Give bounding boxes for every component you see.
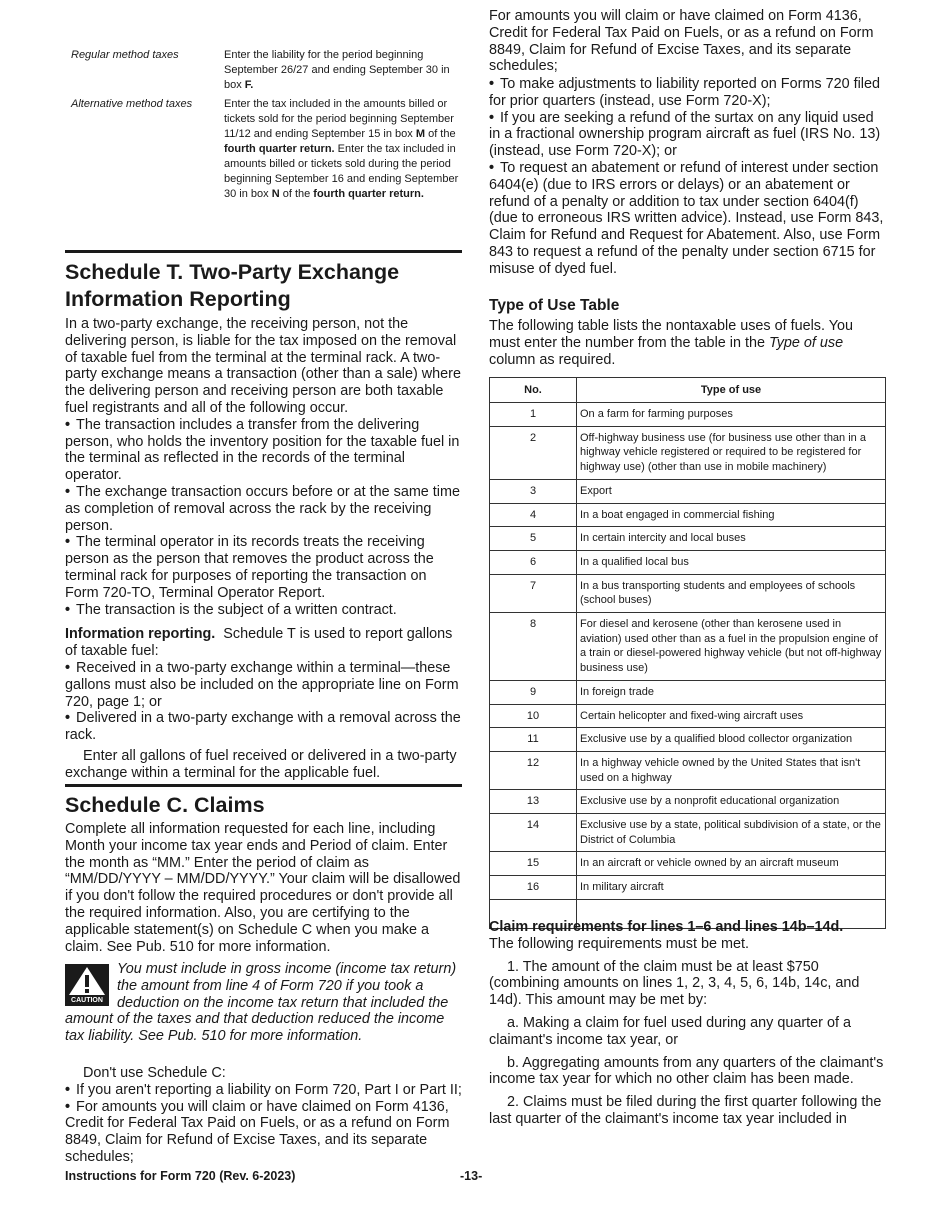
type-of-use-number: 13 (490, 790, 577, 814)
right-column-top (489, 8, 886, 369)
dont-use-text: To make adjustments to liability reported on Forms 720 filed for prior quarters (instead, use Form 720-X); (489, 76, 880, 109)
type-of-use-number: 12 (490, 751, 577, 789)
tax-period-table (65, 48, 462, 206)
type-of-use-description: In certain intercity and local buses (577, 527, 886, 551)
claim-req-1a: a. Making a claim for fuel used during any quarter of a claimant's income tax year, or (489, 1014, 851, 1048)
table-row (490, 574, 886, 612)
dont-use-text: If you are seeking a refund of the surtax on any liquid used in a fractional ownership program aircraft as fuel (IRS No. 13) (instead, use Form 720-X); or (489, 109, 881, 160)
type-of-use-number: 10 (490, 704, 577, 728)
intro-italic: Type of use (768, 335, 844, 352)
info-bullet (65, 710, 462, 744)
type-of-use-description: Exclusive use by a state, political subdivision of a state, or the District of Columbia (577, 814, 886, 852)
tax-method-instruction (224, 97, 462, 202)
condition-text: The transaction is the subject of a written contract. (76, 601, 397, 618)
dont-use-item (489, 160, 886, 278)
tax-instruction-text: Enter the tax included in the amounts billed or tickets sold for the period beginning September 11/12 and ending September 15 in box M of the fourth quarter return. Enter the tax included in amounts billed or tickets sold during the period beginning September 16 and ending September 30 in box N of the fourth quarter return. (224, 98, 459, 200)
table-row (490, 403, 886, 427)
condition-item (65, 534, 462, 601)
dont-use-continued (489, 8, 886, 76)
type-of-use-number: 15 (490, 852, 577, 876)
table-row (490, 550, 886, 574)
dont-use-item (65, 1082, 462, 1099)
type-of-use-description: On a farm for farming purposes (577, 403, 886, 427)
type-of-use-description: In a boat engaged in commercial fishing (577, 503, 886, 527)
condition-item (65, 484, 462, 534)
tax-method-label: Regular method taxes (71, 49, 179, 61)
dont-use-text: For amounts you will claim or have claimed on Form 4136, Credit for Federal Tax Paid on Fuels, or as a refund on Form 8849, Claim for Refund of Excise Taxes, and its separate schedules; (65, 1098, 450, 1165)
type-of-use-description: In foreign trade (577, 680, 886, 704)
section-rule (65, 250, 462, 253)
type-of-use-description: Exclusive use by a nonprofit educational organization (577, 790, 886, 814)
table-row (490, 814, 886, 852)
intro-text: The following table lists the nontaxable uses of fuels. You must enter the number from the table in the (489, 318, 854, 352)
table-row (490, 680, 886, 704)
type-of-use-number: 9 (490, 680, 577, 704)
type-of-use-description: In a highway vehicle owned by the United States that isn't used on a highway (577, 751, 886, 789)
type-of-use-number: 6 (490, 550, 577, 574)
footer-page-number: -13- (460, 1169, 483, 1183)
tax-row-alternative (65, 97, 462, 202)
info-reporting-heading: Information reporting. (65, 626, 216, 643)
schedule-t-closing: Enter all gallons of fuel received or delivered in a two-party exchange within a terminal for the applicable fuel. (65, 747, 457, 781)
condition-item (65, 417, 462, 484)
type-of-use-number: 11 (490, 728, 577, 752)
type-of-use-number: 3 (490, 479, 577, 503)
dont-use-item (489, 110, 886, 160)
claim-req-heading: Claim requirements for lines 1–6 and lines 14b–14d. (489, 919, 844, 935)
schedule-t-title (65, 259, 462, 313)
type-of-use-number: 16 (490, 876, 577, 900)
info-reporting-text: Schedule T is used to report gallons of taxable fuel: (65, 626, 453, 660)
schedule-t-intro: In a two-party exchange, the receiving person, not the delivering person, is liable for the tax imposed on the removal of taxable fuel from the terminal at the terminal rack. A two-party exchange means a transaction (other than a sale) where the delivering person and receiving person are both taxable fuel registrants and all of the following occur. (65, 316, 461, 416)
type-of-use-number: 4 (490, 503, 577, 527)
info-bullet-text: Received in a two-party exchange within a terminal—these gallons must also be included on the appropriate line on Form 720, page 1; or (65, 659, 459, 710)
type-of-use-description: In military aircraft (577, 876, 886, 900)
type-of-use-description: For diesel and kerosene (other than kerosene used in aviation) used other than as a fuel in the propulsion engine of a train or diesel-powered highway vehicle (but not off-highway business use) (577, 613, 886, 681)
col-header-use: Type of use (577, 378, 886, 403)
table-row (490, 790, 886, 814)
type-of-use-description: In an aircraft or vehicle owned by an aircraft museum (577, 852, 886, 876)
claim-requirements-section (489, 919, 886, 1128)
schedule-t-title-line2: Information Reporting (65, 287, 291, 311)
type-of-use-number: 5 (490, 527, 577, 551)
table-header-row (490, 378, 886, 403)
info-reporting-para (65, 626, 462, 660)
type-of-use-table (489, 377, 886, 929)
dont-use-text-continued: For amounts you will claim or have claimed on Form 4136, Credit for Federal Tax Paid on Fuels, or as a refund on Form 8849, Claim for Refund of Excise Taxes, and its separate schedules; (489, 8, 874, 75)
claim-req-intro: The following requirements must be met. (489, 935, 749, 952)
caution-label: CAUTION (71, 997, 103, 1004)
caution-text: You must include in gross income (income tax return) the amount from line 4 of Form 720 if you took a deduction on the income tax return that included the amount of the taxes and that deduction reduced the income tax liability. See Pub. 510 for more information. (65, 961, 457, 1045)
table-row (490, 751, 886, 789)
schedule-c-intro: Complete all information requested for each line, including Month your income tax year ends and Period of claim. Enter the month as “MM.” Enter the period of claim as “MM/DD/YYYY – MM/DD/YYYY.” Your claim will be disallowed if you don't follow the required procedures or don't provide all the required information. Also, you are certifying to the applicable statement(s) on Schedule C when you make a claim. See Pub. 510 for more information. (65, 821, 461, 955)
footer-form-title: Instructions for Form 720 (Rev. 6-2023) (65, 1169, 296, 1183)
table-row (490, 852, 886, 876)
type-of-use-description: In a qualified local bus (577, 550, 886, 574)
condition-text: The exchange transaction occurs before or at the same time as completion of removal across the rack by the receiving person. (65, 483, 460, 534)
type-of-use-number: 1 (490, 403, 577, 427)
caution-text-block (65, 961, 462, 1045)
type-of-use-description: Exclusive use by a qualified blood collector organization (577, 728, 886, 752)
info-bullet-text: Delivered in a two-party exchange with a removal across the rack. (65, 710, 461, 744)
dont-use-section (65, 1065, 462, 1165)
table-row (490, 503, 886, 527)
table-row (490, 704, 886, 728)
tax-method-label: Alternative method taxes (71, 98, 193, 110)
type-of-use-number: 7 (490, 574, 577, 612)
condition-text: The terminal operator in its records treats the receiving person as the person that removes the product across the terminal rack for purposes of reporting the transaction on Form 720-TO, Terminal Operator Report. (65, 534, 434, 601)
dont-use-intro: Don't use Schedule C: (83, 1065, 226, 1081)
type-of-use-number: 8 (490, 613, 577, 681)
type-of-use-description: In a bus transporting students and employees of schools (school buses) (577, 574, 886, 612)
claim-req-1: 1. The amount of the claim must be at least $750 (combining amounts on lines 1, 2, 3, 4, 5, 6, 14b, 14c, and 14d). This amount may be met by: (489, 958, 860, 1009)
col-header-no: No. (490, 378, 577, 403)
tax-instruction-text: Enter the liability for the period beginning September 26/27 and ending September 30 in box F. (224, 49, 450, 91)
schedule-t-section (65, 259, 462, 782)
type-of-use-intro (489, 318, 886, 368)
type-of-use-description: Certain helicopter and fixed-wing aircraft uses (577, 704, 886, 728)
table-row (490, 613, 886, 681)
table-row (490, 876, 886, 900)
intro-text: column as required. (489, 351, 616, 368)
type-of-use-description: Export (577, 479, 886, 503)
table-row (490, 426, 886, 479)
type-of-use-description: Off-highway business use (for business use other than in a highway vehicle registered or required to be registered for highway use) (other than use in mobile machinery) (577, 426, 886, 479)
claim-req-1b: b. Aggregating amounts from any quarters of the claimant's income tax year for which no other claim has been made. (489, 1054, 884, 1088)
table-row (490, 728, 886, 752)
condition-text: The transaction includes a transfer from the delivering person, who holds the inventory position for the taxable fuel in the terminal as reflected in the records of the terminal operator. (65, 416, 460, 484)
claim-req-2: 2. Claims must be filed during the first quarter following the last quarter of the claimant's income tax year included in (489, 1094, 882, 1127)
condition-item (65, 602, 462, 619)
schedule-c-title: Schedule C. Claims (65, 793, 265, 817)
type-of-use-heading: Type of Use Table (489, 296, 620, 314)
info-bullet (65, 660, 462, 710)
dont-use-text: If you aren't reporting a liability on Form 720, Part I or Part II; (76, 1081, 462, 1098)
schedule-c-section (65, 792, 462, 955)
table-row (490, 527, 886, 551)
table-row (490, 479, 886, 503)
type-of-use-number: 14 (490, 814, 577, 852)
section-rule (65, 784, 462, 787)
schedule-t-title-line1: Schedule T. Two-Party Exchange (65, 260, 400, 284)
tax-method-instruction (224, 48, 462, 93)
type-of-use-number: 2 (490, 426, 577, 479)
dont-use-item (65, 1098, 462, 1165)
tax-row-regular (65, 48, 462, 93)
dont-use-text: To request an abatement or refund of interest under section 6404(e) (due to IRS errors or delays) or an abatement or refund of a penalty or addition to tax under section 6404(f) (due to erroneous IRS written advice). Instead, use Form 843, Claim for Refund and Request for Abatement. Also, use Form 843 to request a refund of the penalty under section 6715 for misuse of dyed fuel. (489, 159, 884, 277)
dont-use-item (489, 76, 886, 110)
